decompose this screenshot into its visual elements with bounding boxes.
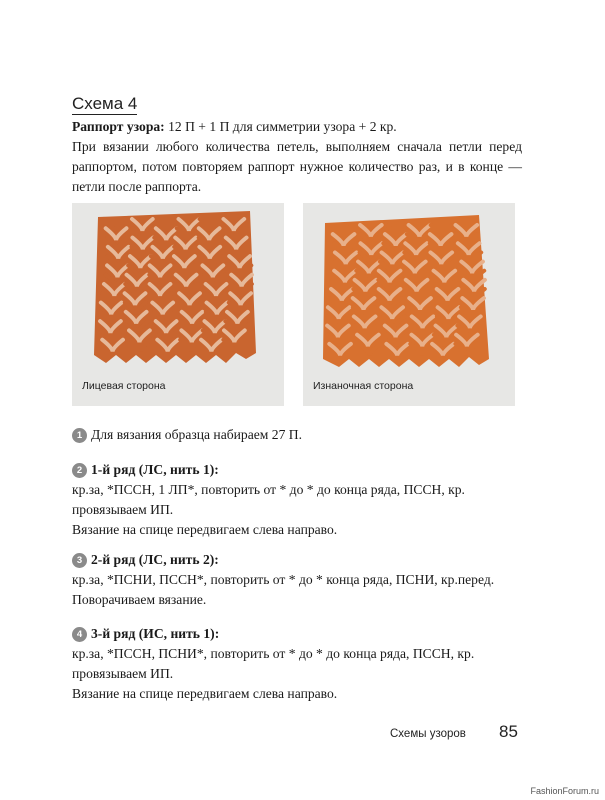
running-footer-title: Схемы узоров: [390, 728, 466, 740]
step-line: Вязание на спице передвигаем слева направо.: [72, 686, 338, 701]
step-1: [72, 425, 522, 445]
watermark: FashionForum.ru: [530, 786, 599, 796]
section-heading: Схема 4: [72, 94, 138, 113]
step-title: 1-й ряд (ЛС, нить 1):: [91, 462, 219, 477]
repeat-paragraph: [72, 117, 522, 137]
step-number-badge: 1: [72, 428, 87, 443]
photo-caption-front: Лицевая сторона: [82, 380, 166, 392]
step-number-badge: 3: [72, 553, 87, 568]
step-line: кр.за, *ПССН, ПСНИ*, повторить от * до * до конца ряда, ПССН, кр. провязываем ИП.: [72, 646, 475, 681]
intro-block: [72, 117, 522, 197]
step-line: кр.за, *ПССН, 1 ЛП*, повторить от * до * до конца ряда, ПССН, кр. провязываем ИП.: [72, 482, 465, 517]
intro-text: При вязании любого количества петель, выполняем сначала петли перед раппортом, потом повторяем раппорт нужное количество раз, и в конце — петли после раппорта.: [72, 139, 522, 194]
photo-front-side: [72, 203, 284, 406]
step-4: [72, 624, 522, 704]
knit-sample-back-image: [303, 203, 515, 406]
step-title: 2-й ряд (ЛС, нить 2):: [91, 552, 219, 567]
repeat-label: Раппорт узора:: [72, 119, 165, 134]
step-line: кр.за, *ПСНИ, ПССН*, повторить от * до * конца ряда, ПСНИ, кр.перед.: [72, 572, 495, 587]
step-number-badge: 4: [72, 627, 87, 642]
photo-caption-back: Изнаночная сторона: [313, 380, 414, 392]
step-2: [72, 460, 522, 540]
photo-back-side: [303, 203, 515, 406]
step-3: [72, 550, 522, 610]
step-title: 3-й ряд (ИС, нить 1):: [91, 626, 220, 641]
step-line: Поворачиваем вязание.: [72, 592, 207, 607]
page-number: 85: [499, 722, 518, 741]
step-line: Для вязания образца набираем 27 П.: [91, 427, 302, 442]
knit-sample-front-image: [72, 203, 284, 406]
step-line: Вязание на спице передвигаем слева направо.: [72, 522, 338, 537]
step-number-badge: 2: [72, 463, 87, 478]
repeat-text: 12 П + 1 П для симметрии узора + 2 кр.: [164, 119, 397, 134]
